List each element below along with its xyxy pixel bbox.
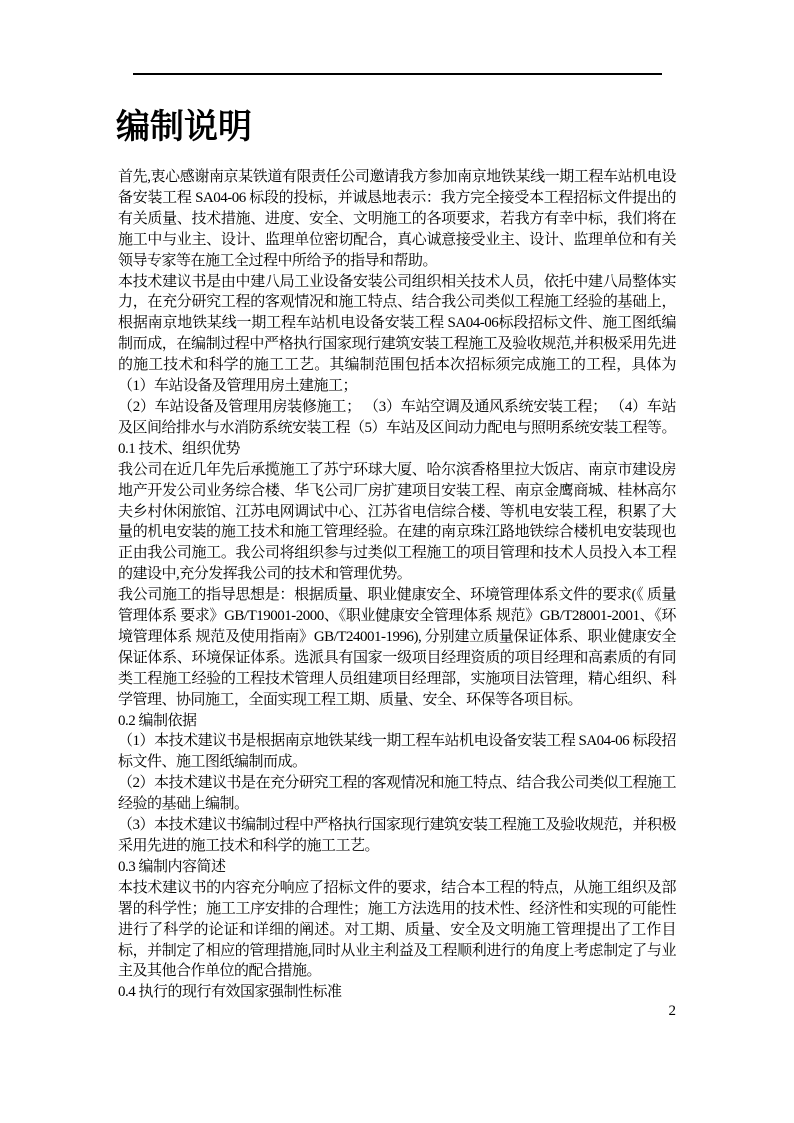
paragraph: 本技术建议书是由中建八局工业设备安装公司组织相关技术人员，依托中建八局整体实力，在充分研究工程的客观情况和施工特点、结合我公司类似工程施工经验的基础上，根据南京地铁某线一期工程车站机电设备安装工程 SA04-06标段招标文件、施工图纸编制而成，在编制过程中严格执行国家现行建筑安装工程施工及验收规范,并积极采用先进的施工技术和科学的施工工艺。其编制范围包括本次招标须完成施工的工程，具体为（1）车站设备及管理用房土建施工； <box>118 273 676 395</box>
header-rule <box>133 73 662 75</box>
paragraph: （2）本技术建议书是在充分研究工程的客观情况和施工特点、结合我公司类似工程施工经验的基础上编制。 <box>118 775 677 813</box>
page-number: 2 <box>668 1003 676 1019</box>
paragraph: 本技术建议书的内容充分响应了招标文件的要求，结合本工程的特点，从施工组织及部署的科学性；施工工序安排的合理性；施工方法选用的技术性、经济性和实现的可能性进行了科学的论证和详细的阐述。对工期、质量、安全及文明施工管理提出了工作目标，并制定了相应的管理措施,同时从业主利益及工程顺利进行的角度上考虑制定了与业主及其他合作单位的配合措施。 <box>118 879 676 980</box>
paragraph: 首先,衷心感谢南京某铁道有限责任公司邀请我方参加南京地铁某线一期工程车站机电设备安装工程 SA04-06 标段的投标，并诚恳地表示：我方完全接受本工程招标文件提出的有关质量、技术措施、进度、安全、文明施工的各项要求，若我方有幸中标，我们将在施工中与业主、设计、监理单位密切配合，真心诚意接受业主、设计、监理单位和有关领导专家等在施工全过程中所给予的指导和帮助。 <box>118 169 676 269</box>
paragraph: （1）本技术建议书是根据南京地铁某线一期工程车站机电设备安装工程 SA04-06 标段招标文件、施工图纸编制而成。 <box>118 733 676 771</box>
paragraph: （3）本技术建议书编制过程中严格执行国家现行建筑安装工程施工及验收规范，并积极采用先进的施工技术和科学的施工工艺。 <box>118 817 677 854</box>
section-heading: 0.2 编制依据 <box>118 712 197 729</box>
document-body <box>118 167 676 1003</box>
section-heading: 0.1 技术、组织优势 <box>118 440 241 457</box>
section-heading: 0.4 执行的现行有效国家强制性标准 <box>118 984 342 1001</box>
section-heading: 0.3 编制内容简述 <box>118 858 226 875</box>
paragraph: 我公司在近几年先后承揽施工了苏宁环球大厦、哈尔滨香格里拉大饭店、南京市建设房地产开发公司业务综合楼、华飞公司厂房扩建项目安装工程、南京金鹰商城、桂林高尔夫乡村休闲旅馆、江苏电网调试中心、江苏省电信综合楼、等机电安装工程，积累了大量的机电安装的施工技术和施工管理经验。在建的南京珠江路地铁综合楼机电安装现也正由我公司施工。我公司将组织参与过类似工程施工的项目管理和技术人员投入本工程的建设中,充分发挥我公司的技术和管理优势。 <box>118 461 676 583</box>
paragraph: （2）车站设备及管理用房装修施工； （3）车站空调及通风系统安装工程； （4）车站及区间给排水与水消防系统安装工程（5）车站及区间动力配电与照明系统安装工程等。 <box>118 398 677 436</box>
paragraph: 我公司施工的指导思想是：根据质量、职业健康安全、环境管理体系文件的要求(《 质量管理体系 要求》GB/T19001-2000、《职业健康安全管理体系 规范》GB/T28001-2001、《环境管理体系 规范及使用指南》GB/T24001-1996), 分别建立质量保证体系、职业健康安全保证体系、环境保证体系。选派具有国家一级项目经理资质的项目经理和高素质的有同类工程施工经验的工程技术管理人员组建项目经理部，实施项目法管理，精心组织、科学管理、协同施工，全面实现工程工期、质量、安全、环保等各项目标。 <box>118 587 676 708</box>
page-title: 编制说明 <box>116 108 252 146</box>
